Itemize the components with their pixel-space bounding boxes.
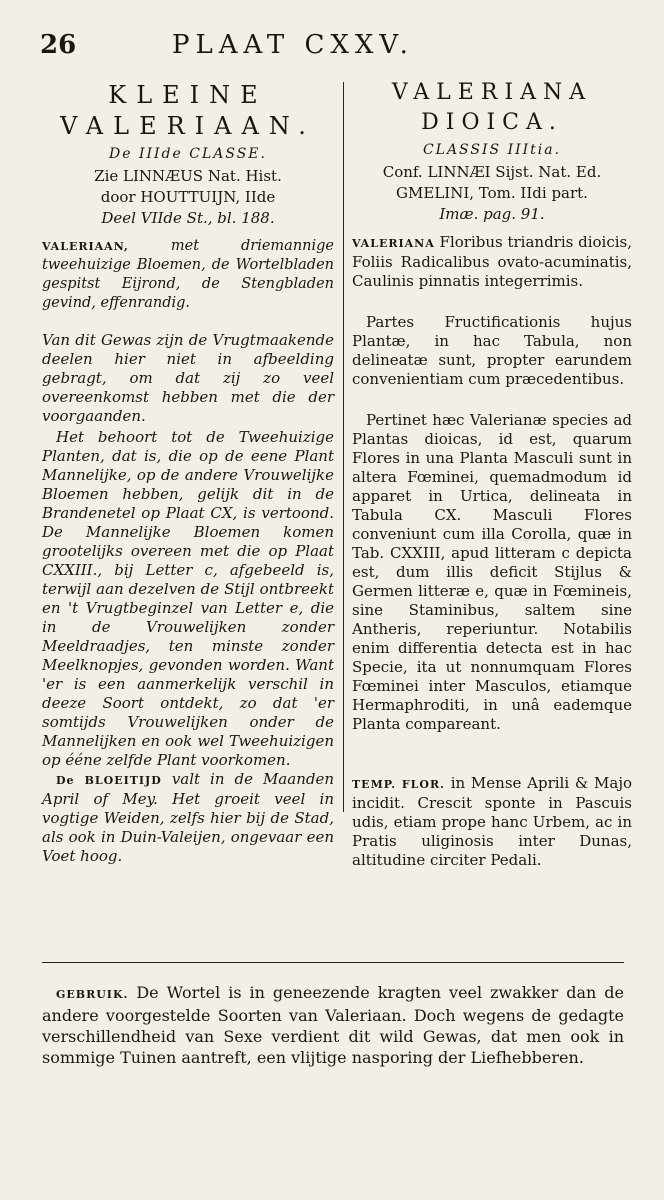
footer-label: GEBRUIK.: [56, 988, 129, 1001]
dutch-desc-label: VALERIAAN,: [42, 240, 129, 253]
dutch-para-1: Van dit Gewas zijn de Vrugtmaakende deelen hier niet in afbeelding gebragt, om dat zij zo veel overeenkomst hebben met die der voorgaanden.: [42, 331, 334, 425]
latin-class: CLASSIS IIItia.: [422, 142, 562, 158]
plate-heading: PLAAT CXXV.: [172, 30, 414, 60]
dutch-ref-line2: door HOUTTUIJN, IIde: [100, 188, 276, 206]
dutch-title-line2: VALERIAAN.: [60, 112, 316, 140]
page-number: 26: [40, 30, 77, 60]
dutch-ref-line3: Deel VIIde St., bl. 188.: [101, 209, 275, 227]
latin-para-1: Partes Fructificationis hujus Plantæ, in hac Tabula, non delineatæ sunt, propter earundem convenientiam cum præcedentibus.: [352, 313, 632, 388]
latin-para3-label: TEMP. FLOR.: [352, 778, 445, 791]
footer-text: De Wortel is in geneezende kragten veel zwakker dan de andere voorgestelde Soorten van Valeriaan. Doch wegens de gedagte verschillendheid van Sexe verdient dit wild Gewas, dat men ook in sommige Tuinen aantreft, een vlijtige nasporing der Liefhebberen.: [42, 983, 624, 1067]
dutch-column: [42, 80, 334, 866]
latin-column: [352, 78, 632, 870]
latin-ref-line3: Imæ. pag. 91.: [439, 205, 545, 223]
latin-title-line1: VALERIANA: [391, 80, 593, 105]
dutch-description: [42, 237, 334, 313]
dutch-title-line1: KLEINE: [108, 81, 268, 109]
footer-rule: [42, 962, 624, 963]
latin-para-3: [352, 774, 632, 870]
column-divider: [343, 82, 344, 812]
latin-desc-label: VALERIANA: [352, 237, 435, 250]
dutch-para3-text: valt in de Maanden April of Mey. Het groeit veel in vogtige Weiden, zelfs hier bij de Stad, als ook in Duin-Valeijen, ongevaar een Voet hoog.: [42, 770, 334, 865]
latin-title-line2: DIOICA.: [421, 110, 563, 135]
latin-para-2: Pertinet hæc Valerianæ species ad Plantas dioicas, id est, quarum Flores in una Planta Masculi sunt in altera Fœminei, quemadmodum id apparet in Urtica, delineata in Tabula CX. Masculi Flores conveniunt cum illa Corolla, quæ in Tab. CXXIII, apud litteram c depicta est, dum illis deficit Stijlus & Germen litteræ e, quæ in Fœmineis, sine Staminibus, saltem sine Antheris, reperiuntur. Notabilis enim differentia detecta est in hac Specie, ita ut nonnumquam Flores Fœminei inter Masculos, etiamque Hermaphroditi, in unâ eademque Planta compareant.: [352, 411, 632, 733]
dutch-ref-line1: Zie LINNÆUS Nat. Hist.: [94, 167, 282, 185]
latin-para3-text: in Mense Aprili & Majo incidit. Crescit sponte in Pascuis udis, etiam prope hanc Urbem, ac in Pratis uliginosis inter Dunas, altitudine circiter Pedali.: [352, 774, 633, 869]
latin-ref-line2: GMELINI, Tom. IIdi part.: [396, 184, 588, 202]
footer-usage: [42, 982, 624, 1068]
latin-description: [352, 233, 632, 291]
dutch-desc-text: met driemannige tweehuizige Bloemen, de Wortelbladen gespitst Eijrond, de Stengbladen gevind, effenrandig.: [42, 238, 334, 311]
dutch-para3-label: De BLOEITIJD: [56, 774, 162, 787]
latin-desc-text: Floribus triandris dioicis, Foliis Radicalibus ovato-acuminatis, Caulinis pinnatis integerrimis.: [352, 233, 632, 290]
latin-ref-line1: Conf. LINNÆI Sijst. Nat. Ed.: [382, 163, 602, 181]
dutch-class: De IIIde CLASSE.: [109, 146, 267, 162]
dutch-para-2: Het behoort tot de Tweehuizige Planten, dat is, die op de eene Plant Mannelijke, op de andere Vrouwelijke Bloemen hebben, gelijk dit in de Brandenetel op Plaat CX, is vertoond. De Mannelijke Bloemen komen grootelijks overeen met die op Plaat CXXIII., bij Letter c, afgebeeld is, terwijl aan dezelven de Stijl ontbreekt en 't Vrugtbeginzel van Letter e, die in de Vrouwelijken zonder Meeldraadjes, ten minste zonder Meelknopjes, gevonden worden. Want 'er is een aanmerkelijk verschil in deeze Soort ontdekt, zo dat 'er somtijds Vrouwelijken onder de Mannelijken en ook wel Tweehuizigen op ééne zelfde Plant voorkomen.: [42, 428, 334, 769]
dutch-para-3: [42, 770, 334, 866]
